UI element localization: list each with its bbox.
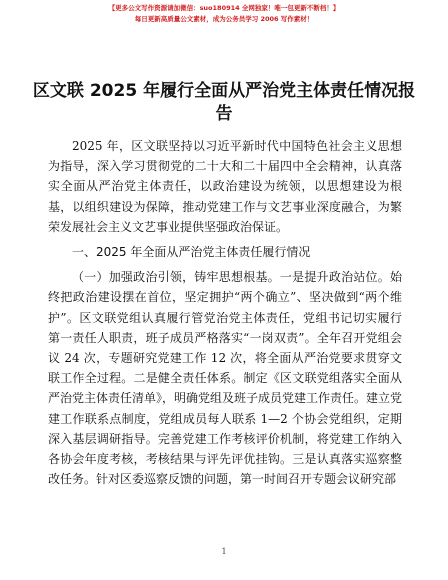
promo-banner: [0, 3, 448, 25]
section-heading: 一、2025 年全面从严治党主体责任履行情况: [72, 245, 311, 260]
document-title: 区文联 2025 年履行全面从严治党主体责任情况报告: [32, 81, 416, 124]
document-body: [48, 136, 402, 489]
promo-banner-line-1: 【更多公文写作资源请加微信：suo180914 全网独家！唯一包更新不断档！】: [108, 4, 340, 12]
promo-banner-line-2: 每日更新高质量公文素材，成为公务员学习 2006 写作素材！: [134, 15, 314, 23]
section-paragraph: （一）加强政治引领，铸牢思想根基。一是提升政治站位。始终把政治建设摆在首位，坚定拥护“两个确立”、坚决做到“两个维护”。区文联党组认真履行管党治党主体责任，党组书记切实履行第一责任人职责，班子成员严格落实“一岗双责”。全年召开党组会议 24 次，专题研究党建工作 12 次，将全面从严治党要求贯穿文联工作全过程。二是健全责任体系。制定《区文联党组落实全面从严治党主体责任清单》，明确党组及班子成员党建工作责任。建立党建工作联系点制度，党组成员每人联系 1—2 个协会党组织，定期深入基层调研指导。完善党建工作考核评价机制，将党建工作纳入各协会年度考核，考核结果与评先评优挂钩。三是认真落实巡察整改任务。针对区委巡察反馈的问题，第一时间召开专题会议研究部: [48, 270, 403, 487]
page-number: 1: [221, 547, 227, 556]
intro-paragraph: 2025 年，区文联坚持以习近平新时代中国特色社会主义思想为指导，深入学习贯彻党的二十大和二十届四中全会精神，认真落实全面从严治党主体责任，以政治建设为统领，以思想建设为根基，以组织建设为保障，推动党建工作与文艺事业深度融合，为繁荣发展社会主义文艺事业提供坚强政治保证。: [48, 139, 402, 234]
